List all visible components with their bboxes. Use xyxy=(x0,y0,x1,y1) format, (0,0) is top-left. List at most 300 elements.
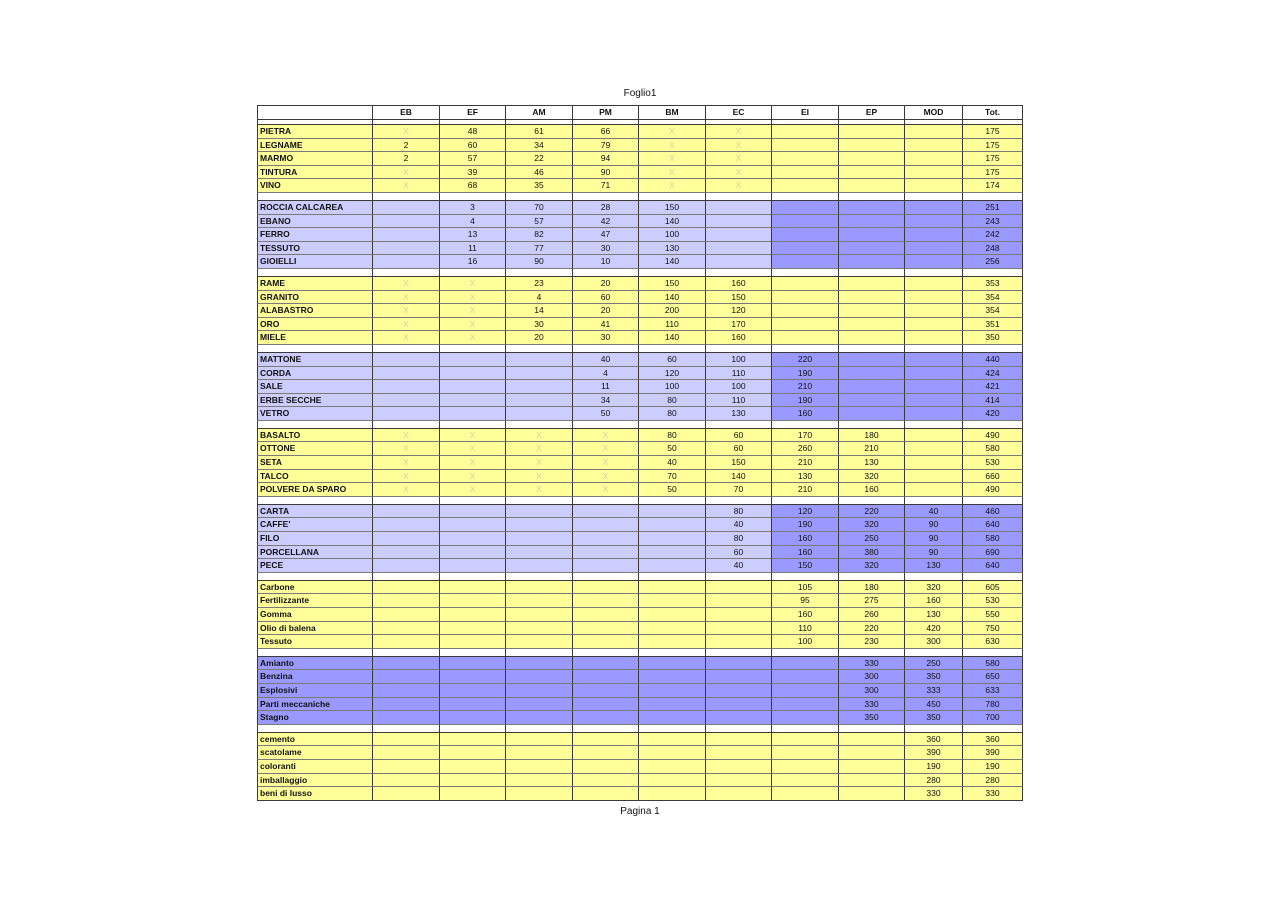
table-cell: X xyxy=(506,429,573,443)
table-cell xyxy=(506,594,573,608)
table-cell xyxy=(706,711,772,725)
table-cell xyxy=(440,594,506,608)
row-label: BASALTO xyxy=(257,429,373,443)
table-cell: 248 xyxy=(963,242,1023,256)
table-cell xyxy=(440,505,506,519)
table-cell xyxy=(506,380,573,394)
group-separator-row xyxy=(257,421,1023,429)
table-cell: 330 xyxy=(905,787,963,801)
table-cell xyxy=(905,277,963,291)
table-cell xyxy=(839,277,905,291)
table-cell: 330 xyxy=(839,698,905,712)
table-cell xyxy=(440,711,506,725)
table-cell xyxy=(772,179,839,193)
table-cell: 550 xyxy=(963,608,1023,622)
table-cell: 350 xyxy=(905,711,963,725)
table-cell: X xyxy=(440,331,506,345)
table-cell xyxy=(905,353,963,367)
table-cell: 354 xyxy=(963,291,1023,305)
column-header: EP xyxy=(839,105,905,119)
table-row xyxy=(257,774,1023,788)
table-cell: 100 xyxy=(706,380,772,394)
table-cell xyxy=(506,559,573,573)
table-cell: 360 xyxy=(963,733,1023,747)
table-cell: 190 xyxy=(772,518,839,532)
table-cell xyxy=(506,353,573,367)
table-cell xyxy=(839,201,905,215)
table-cell: X xyxy=(639,179,706,193)
spacer-cell xyxy=(839,573,905,581)
table-cell xyxy=(440,367,506,381)
table-row xyxy=(257,291,1023,305)
table-cell xyxy=(639,622,706,636)
table-cell xyxy=(440,733,506,747)
table-cell xyxy=(772,215,839,229)
table-cell: 242 xyxy=(963,228,1023,242)
table-cell: 110 xyxy=(706,367,772,381)
table-cell xyxy=(373,670,440,684)
group-separator-row xyxy=(257,497,1023,505)
table-row xyxy=(257,442,1023,456)
row-label: PECE xyxy=(257,559,373,573)
spacer-cell xyxy=(373,573,440,581)
table-cell: 82 xyxy=(506,228,573,242)
spacer-cell xyxy=(639,269,706,277)
column-header: AM xyxy=(506,105,573,119)
table-cell: 13 xyxy=(440,228,506,242)
table-cell: 354 xyxy=(963,304,1023,318)
table-cell xyxy=(839,331,905,345)
table-cell: 120 xyxy=(772,505,839,519)
table-cell xyxy=(839,291,905,305)
table-cell xyxy=(573,608,639,622)
row-label: Fertilizzante xyxy=(257,594,373,608)
table-row xyxy=(257,429,1023,443)
table-cell: 780 xyxy=(963,698,1023,712)
table-cell: X xyxy=(373,442,440,456)
table-cell: 174 xyxy=(963,179,1023,193)
table-cell: X xyxy=(573,470,639,484)
table-cell xyxy=(839,255,905,269)
spacer-cell xyxy=(257,497,373,505)
table-cell xyxy=(772,166,839,180)
table-cell: 605 xyxy=(963,581,1023,595)
table-cell xyxy=(839,215,905,229)
table-cell: 40 xyxy=(639,456,706,470)
table-cell xyxy=(706,608,772,622)
row-label: GRANITO xyxy=(257,291,373,305)
table-cell: X xyxy=(440,470,506,484)
group-separator-row xyxy=(257,649,1023,657)
table-row xyxy=(257,304,1023,318)
table-cell: X xyxy=(639,125,706,139)
table-cell xyxy=(506,760,573,774)
table-cell: X xyxy=(373,125,440,139)
table-cell: 130 xyxy=(639,242,706,256)
table-cell xyxy=(506,684,573,698)
spacer-cell xyxy=(963,421,1023,429)
table-cell: X xyxy=(373,318,440,332)
spacer-cell xyxy=(506,421,573,429)
table-row xyxy=(257,470,1023,484)
table-cell xyxy=(706,622,772,636)
table-cell xyxy=(639,684,706,698)
table-cell: X xyxy=(373,179,440,193)
spacer-cell xyxy=(639,573,706,581)
row-label: Parti meccaniche xyxy=(257,698,373,712)
table-cell: 90 xyxy=(905,532,963,546)
table-cell: 210 xyxy=(772,483,839,497)
table-cell: 320 xyxy=(839,559,905,573)
table-row xyxy=(257,179,1023,193)
table-cell: 2 xyxy=(373,152,440,166)
table-cell: 100 xyxy=(772,635,839,649)
table-cell xyxy=(373,698,440,712)
spacer-cell xyxy=(639,497,706,505)
table-cell: 530 xyxy=(963,456,1023,470)
spacer-cell xyxy=(506,573,573,581)
row-label: TESSUTO xyxy=(257,242,373,256)
table-cell xyxy=(373,215,440,229)
row-label: Carbone xyxy=(257,581,373,595)
table-cell xyxy=(506,394,573,408)
table-cell: 57 xyxy=(506,215,573,229)
spacer-cell xyxy=(639,193,706,201)
table-cell: X xyxy=(573,483,639,497)
table-cell xyxy=(905,255,963,269)
table-row xyxy=(257,125,1023,139)
table-cell xyxy=(639,760,706,774)
spacer-cell xyxy=(573,269,639,277)
table-cell xyxy=(440,670,506,684)
table-cell: 20 xyxy=(573,277,639,291)
table-cell: 160 xyxy=(772,608,839,622)
row-label: coloranti xyxy=(257,760,373,774)
table-cell xyxy=(373,711,440,725)
table-cell: 490 xyxy=(963,483,1023,497)
table-cell xyxy=(639,518,706,532)
table-cell: 660 xyxy=(963,470,1023,484)
table-cell xyxy=(905,242,963,256)
table-cell: 640 xyxy=(963,559,1023,573)
table-cell xyxy=(639,670,706,684)
table-cell xyxy=(639,608,706,622)
table-row xyxy=(257,242,1023,256)
spacer-cell xyxy=(573,345,639,353)
table-cell: X xyxy=(373,483,440,497)
table-cell: 350 xyxy=(839,711,905,725)
table-cell: 140 xyxy=(639,215,706,229)
table-cell xyxy=(839,318,905,332)
table-cell xyxy=(706,670,772,684)
table-cell: 275 xyxy=(839,594,905,608)
table-cell xyxy=(440,608,506,622)
table-cell: 243 xyxy=(963,215,1023,229)
spacer-cell xyxy=(839,421,905,429)
table-cell xyxy=(706,228,772,242)
table-cell xyxy=(639,594,706,608)
table-cell: 94 xyxy=(573,152,639,166)
table-cell: 79 xyxy=(573,139,639,153)
table-cell: 350 xyxy=(963,331,1023,345)
spacer-cell xyxy=(506,649,573,657)
table-cell: 580 xyxy=(963,532,1023,546)
spacer-cell xyxy=(639,345,706,353)
table-cell xyxy=(506,622,573,636)
row-label: MATTONE xyxy=(257,353,373,367)
table-cell xyxy=(706,657,772,671)
table-cell xyxy=(772,746,839,760)
spacer-cell xyxy=(772,193,839,201)
table-cell: X xyxy=(706,139,772,153)
table-cell xyxy=(772,657,839,671)
table-cell: 280 xyxy=(905,774,963,788)
spacer-cell xyxy=(440,269,506,277)
table-cell: 10 xyxy=(573,255,639,269)
table-cell: X xyxy=(706,125,772,139)
table-cell: X xyxy=(573,442,639,456)
table-cell xyxy=(506,407,573,421)
spacer-cell xyxy=(706,649,772,657)
table-cell: 110 xyxy=(706,394,772,408)
spacer-cell xyxy=(772,649,839,657)
group-separator-row xyxy=(257,725,1023,733)
table-row xyxy=(257,318,1023,332)
table-row xyxy=(257,546,1023,560)
row-label: FERRO xyxy=(257,228,373,242)
table-cell: 333 xyxy=(905,684,963,698)
table-cell: 41 xyxy=(573,318,639,332)
table-cell: 71 xyxy=(573,179,639,193)
table-cell: 150 xyxy=(639,201,706,215)
table-cell: 90 xyxy=(905,518,963,532)
row-label: LEGNAME xyxy=(257,139,373,153)
row-label: SALE xyxy=(257,380,373,394)
table-cell: 175 xyxy=(963,125,1023,139)
table-cell xyxy=(905,331,963,345)
spacer-cell xyxy=(257,725,373,733)
spacer-cell xyxy=(839,649,905,657)
table-cell xyxy=(373,394,440,408)
spacer-cell xyxy=(257,193,373,201)
table-cell xyxy=(506,635,573,649)
spacer-cell xyxy=(772,497,839,505)
table-cell: 420 xyxy=(963,407,1023,421)
table-cell xyxy=(573,657,639,671)
table-cell xyxy=(373,760,440,774)
spacer-cell xyxy=(963,649,1023,657)
page-footer: Pagina 1 xyxy=(620,806,660,817)
group-separator-row xyxy=(257,193,1023,201)
spacer-cell xyxy=(639,649,706,657)
table-row xyxy=(257,255,1023,269)
table-cell: 160 xyxy=(839,483,905,497)
table-row xyxy=(257,367,1023,381)
table-row xyxy=(257,139,1023,153)
table-row xyxy=(257,698,1023,712)
table-cell xyxy=(440,774,506,788)
table-cell: X xyxy=(440,318,506,332)
column-header: MOD xyxy=(905,105,963,119)
spacer-cell xyxy=(706,725,772,733)
spreadsheet-table xyxy=(257,105,1023,798)
spacer-cell xyxy=(573,573,639,581)
table-cell: 630 xyxy=(963,635,1023,649)
row-label: TALCO xyxy=(257,470,373,484)
table-cell xyxy=(839,242,905,256)
table-row xyxy=(257,746,1023,760)
table-cell: 90 xyxy=(905,546,963,560)
table-cell xyxy=(639,505,706,519)
table-cell xyxy=(440,546,506,560)
table-cell xyxy=(839,166,905,180)
table-cell: 30 xyxy=(573,331,639,345)
spacer-cell xyxy=(905,269,963,277)
row-label: OTTONE xyxy=(257,442,373,456)
table-cell xyxy=(506,657,573,671)
table-cell: 66 xyxy=(573,125,639,139)
table-cell xyxy=(440,684,506,698)
table-cell: 420 xyxy=(905,622,963,636)
table-row xyxy=(257,201,1023,215)
table-cell xyxy=(706,746,772,760)
table-cell: 60 xyxy=(573,291,639,305)
spacer-cell xyxy=(373,193,440,201)
table-cell xyxy=(905,304,963,318)
table-cell xyxy=(706,215,772,229)
table-cell xyxy=(440,353,506,367)
table-cell xyxy=(639,774,706,788)
table-row xyxy=(257,152,1023,166)
row-label: imballaggio xyxy=(257,774,373,788)
spacer-cell xyxy=(963,497,1023,505)
row-label: ROCCIA CALCAREA xyxy=(257,201,373,215)
column-header: EC xyxy=(706,105,772,119)
table-cell: 57 xyxy=(440,152,506,166)
table-cell xyxy=(706,201,772,215)
table-row xyxy=(257,594,1023,608)
table-cell: 350 xyxy=(905,670,963,684)
table-cell: 61 xyxy=(506,125,573,139)
table-cell: 40 xyxy=(706,559,772,573)
spacer-cell xyxy=(373,345,440,353)
table-cell: X xyxy=(373,166,440,180)
table-cell xyxy=(373,581,440,595)
table-cell: 230 xyxy=(839,635,905,649)
spacer-cell xyxy=(706,573,772,581)
table-row xyxy=(257,518,1023,532)
table-cell xyxy=(706,594,772,608)
table-row xyxy=(257,581,1023,595)
spacer-cell xyxy=(440,497,506,505)
table-cell xyxy=(440,698,506,712)
table-cell: 130 xyxy=(706,407,772,421)
table-cell xyxy=(772,684,839,698)
table-cell xyxy=(573,532,639,546)
row-label: Gomma xyxy=(257,608,373,622)
table-row xyxy=(257,353,1023,367)
row-label: GIOIELLI xyxy=(257,255,373,269)
table-cell xyxy=(839,125,905,139)
table-cell xyxy=(772,698,839,712)
table-cell xyxy=(506,698,573,712)
table-cell xyxy=(839,760,905,774)
table-cell: 650 xyxy=(963,670,1023,684)
table-cell xyxy=(639,733,706,747)
row-label: PIETRA xyxy=(257,125,373,139)
table-cell: 250 xyxy=(905,657,963,671)
table-cell xyxy=(373,518,440,532)
table-cell: 170 xyxy=(706,318,772,332)
table-cell: 160 xyxy=(772,546,839,560)
table-row xyxy=(257,505,1023,519)
table-cell: 175 xyxy=(963,166,1023,180)
spacer-cell xyxy=(839,193,905,201)
table-cell xyxy=(573,684,639,698)
table-cell xyxy=(905,139,963,153)
spacer-cell xyxy=(440,193,506,201)
table-cell xyxy=(772,760,839,774)
spacer-cell xyxy=(706,421,772,429)
table-row xyxy=(257,559,1023,573)
table-cell xyxy=(772,787,839,801)
table-cell: 90 xyxy=(573,166,639,180)
table-cell: 23 xyxy=(506,277,573,291)
table-cell: 421 xyxy=(963,380,1023,394)
table-cell: 80 xyxy=(639,429,706,443)
spacer-cell xyxy=(963,269,1023,277)
spacer-cell xyxy=(772,269,839,277)
table-cell xyxy=(573,581,639,595)
table-cell xyxy=(506,746,573,760)
table-cell: X xyxy=(440,429,506,443)
table-cell: 450 xyxy=(905,698,963,712)
table-cell: 105 xyxy=(772,581,839,595)
table-cell xyxy=(373,546,440,560)
table-cell xyxy=(772,139,839,153)
spacer-cell xyxy=(772,421,839,429)
table-cell: 16 xyxy=(440,255,506,269)
table-cell xyxy=(905,407,963,421)
table-cell xyxy=(440,518,506,532)
spacer-cell xyxy=(639,421,706,429)
table-cell xyxy=(639,635,706,649)
table-cell: 2 xyxy=(373,139,440,153)
spacer-cell xyxy=(839,497,905,505)
table-cell: X xyxy=(373,331,440,345)
table-cell xyxy=(373,608,440,622)
table-cell: 160 xyxy=(772,532,839,546)
table-cell: X xyxy=(639,166,706,180)
spacer-cell xyxy=(573,421,639,429)
table-cell: 160 xyxy=(706,331,772,345)
spacer-cell xyxy=(839,345,905,353)
row-label: scatolame xyxy=(257,746,373,760)
spacer-cell xyxy=(963,725,1023,733)
spacer-cell xyxy=(257,573,373,581)
table-cell xyxy=(440,380,506,394)
spacer-cell xyxy=(440,421,506,429)
table-cell xyxy=(639,746,706,760)
row-label: CAFFE' xyxy=(257,518,373,532)
table-cell: 90 xyxy=(506,255,573,269)
table-cell xyxy=(440,622,506,636)
table-cell: 70 xyxy=(706,483,772,497)
spacer-cell xyxy=(963,193,1023,201)
table-cell xyxy=(573,746,639,760)
table-cell: 220 xyxy=(772,353,839,367)
table-cell: 530 xyxy=(963,594,1023,608)
